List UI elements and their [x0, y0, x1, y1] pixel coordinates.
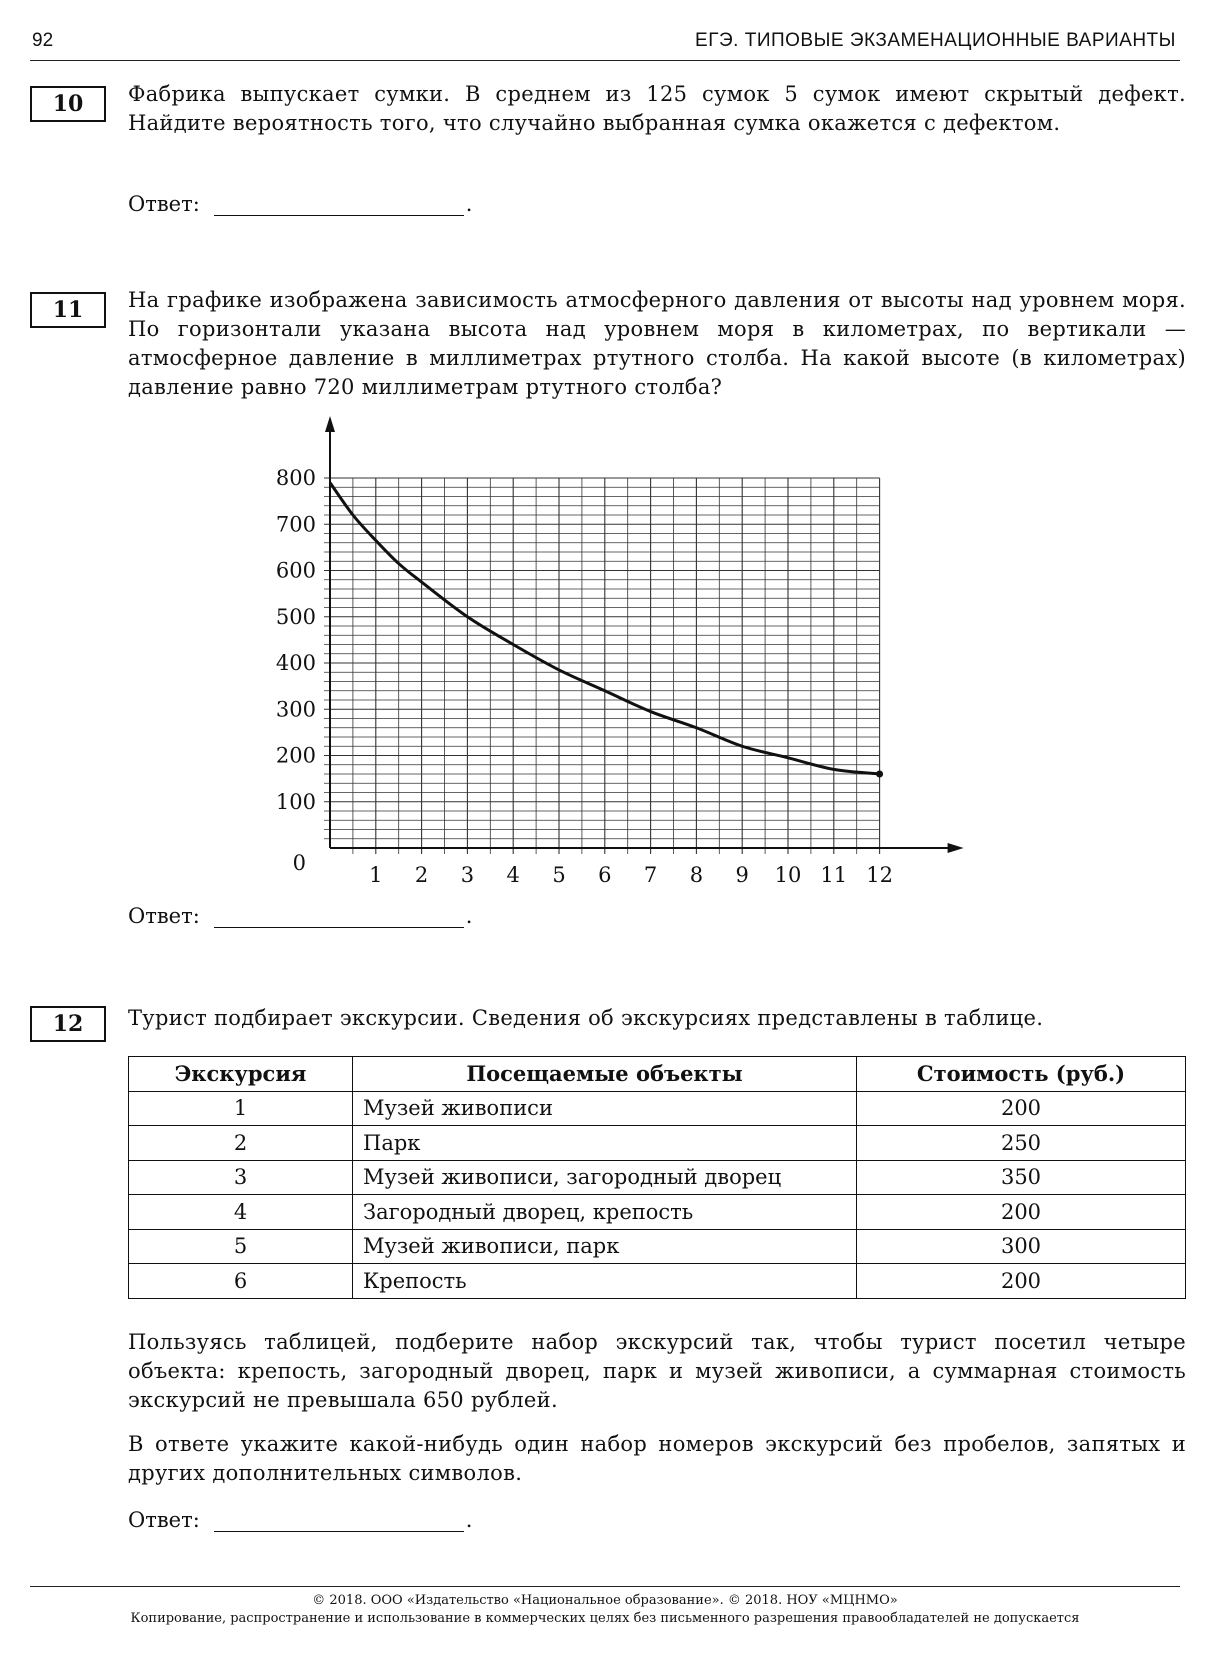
- y-tick-label: 200: [275, 743, 316, 768]
- answer-line[interactable]: [214, 1511, 464, 1532]
- task-11-answer: Ответ: .: [128, 904, 473, 928]
- excursion-number: 4: [129, 1195, 353, 1230]
- page-number: 92: [32, 30, 54, 51]
- answer-label: Ответ:: [128, 1508, 200, 1532]
- x-tick-label: 8: [689, 863, 704, 887]
- task-10-answer: Ответ: .: [128, 192, 473, 216]
- task-10-text: Фабрика выпускает сумки. В среднем из 125 сумок 5 сумок имеют скрытый дефект. Найдите вероятность того, что случайно выбранная сумка окажется с дефектом.: [128, 82, 1186, 135]
- task-12-intro: Турист подбирает экскурсии. Сведения об экскурсиях представлены в таблице.: [128, 1006, 1044, 1030]
- excursions-table: [128, 1056, 1186, 1299]
- x-tick-label: 9: [735, 863, 749, 887]
- excursion-cost: 200: [857, 1264, 1186, 1299]
- copyright-line: © 2018. ООО «Издательство «Национальное образование». © 2018. НОУ «МЦНМО»: [312, 1593, 898, 1608]
- excursion-number: 3: [129, 1160, 353, 1195]
- x-tick-label: 6: [598, 863, 612, 887]
- x-tick-label: 1: [369, 863, 383, 887]
- y-axis-arrow: [325, 416, 335, 432]
- column-header: Стоимость (руб.): [857, 1057, 1186, 1092]
- excursion-cost: 250: [857, 1126, 1186, 1161]
- excursion-number: 5: [129, 1229, 353, 1264]
- excursion-cost: 350: [857, 1160, 1186, 1195]
- table-row: [129, 1160, 1186, 1195]
- pressure-chart: [260, 410, 980, 890]
- excursion-number: 6: [129, 1264, 353, 1299]
- table-row: [129, 1126, 1186, 1161]
- answer-line[interactable]: [214, 907, 464, 928]
- x-tick-label: 11: [820, 863, 848, 887]
- task-12-answer: Ответ: .: [128, 1508, 473, 1532]
- task-12-answer-format: В ответе укажите какой-нибудь один набор номеров экскурсий без пробелов, запятых и других дополнительных символов.: [128, 1432, 1186, 1485]
- y-tick-label: 600: [275, 558, 316, 583]
- y-tick-label: 400: [275, 651, 316, 675]
- excursion-objects: Музей живописи: [353, 1091, 857, 1126]
- excursion-cost: 200: [857, 1195, 1186, 1230]
- excursion-cost: 200: [857, 1091, 1186, 1126]
- table-row: [129, 1091, 1186, 1126]
- column-header: Экскурсия: [129, 1057, 353, 1092]
- header-rule: [30, 60, 1180, 61]
- table-header-row: [129, 1057, 1186, 1092]
- curve-end-point: [876, 771, 883, 778]
- answer-label: Ответ:: [128, 192, 200, 216]
- answer-line[interactable]: [214, 195, 464, 216]
- x-tick-label: 2: [414, 863, 429, 887]
- y-tick-label: 800: [275, 466, 316, 490]
- x-tick-label: 7: [643, 863, 658, 887]
- table-row: [129, 1264, 1186, 1299]
- y-tick-label: 700: [275, 512, 316, 537]
- excursion-number: 2: [129, 1126, 353, 1161]
- x-axis-arrow: [948, 843, 964, 853]
- task-11-number: 11: [30, 292, 106, 328]
- task-12-instruction: Пользуясь таблицей, подберите набор экскурсий так, чтобы турист посетил четыре объекта: крепость, загородный дворец, парк и музей живописи, а суммарная стоимость экскурсий не превышала 650 рублей.: [128, 1330, 1186, 1412]
- x-tick-label: 10: [774, 863, 802, 887]
- excursion-cost: 300: [857, 1229, 1186, 1264]
- y-tick-label: 500: [275, 604, 316, 629]
- excursion-objects: Крепость: [353, 1264, 857, 1299]
- copyright-notice: Копирование, распространение и использование в коммерческих целях без письменного разрешения правообладателей не допускается: [130, 1611, 1080, 1626]
- excursion-objects: Парк: [353, 1126, 857, 1161]
- footer-rule: [30, 1586, 1180, 1587]
- x-tick-label: 5: [552, 863, 566, 887]
- excursion-number: 1: [129, 1091, 353, 1126]
- answer-label: Ответ:: [128, 904, 200, 928]
- task-10-number: 10: [30, 86, 106, 122]
- y-tick-label: 300: [275, 697, 316, 722]
- task-12-number: 12: [30, 1006, 106, 1042]
- origin-label: 0: [292, 851, 306, 875]
- table-row: [129, 1195, 1186, 1230]
- column-header: Посещаемые объекты: [353, 1057, 857, 1092]
- x-tick-label: 4: [506, 863, 520, 887]
- task-11-text: На графике изображена зависимость атмосферного давления от высоты над уровнем моря. По горизонтали указана высота над уровнем моря в километрах, по вертикали — атмосферное давление в миллиметрах ртутного столба. На какой высоте (в километрах) давление равно 720 миллиметрам ртутного столба?: [128, 288, 1186, 399]
- y-tick-label: 100: [275, 789, 316, 814]
- excursion-objects: Музей живописи, загородный дворец: [353, 1160, 857, 1195]
- table-row: [129, 1229, 1186, 1264]
- excursion-objects: Музей живописи, парк: [353, 1229, 857, 1264]
- x-tick-label: 3: [460, 863, 475, 887]
- excursion-objects: Загородный дворец, крепость: [353, 1195, 857, 1230]
- running-head: ЕГЭ. ТИПОВЫЕ ЭКЗАМЕНАЦИОННЫЕ ВАРИАНТЫ: [695, 30, 1176, 51]
- x-tick-label: 12: [866, 863, 893, 887]
